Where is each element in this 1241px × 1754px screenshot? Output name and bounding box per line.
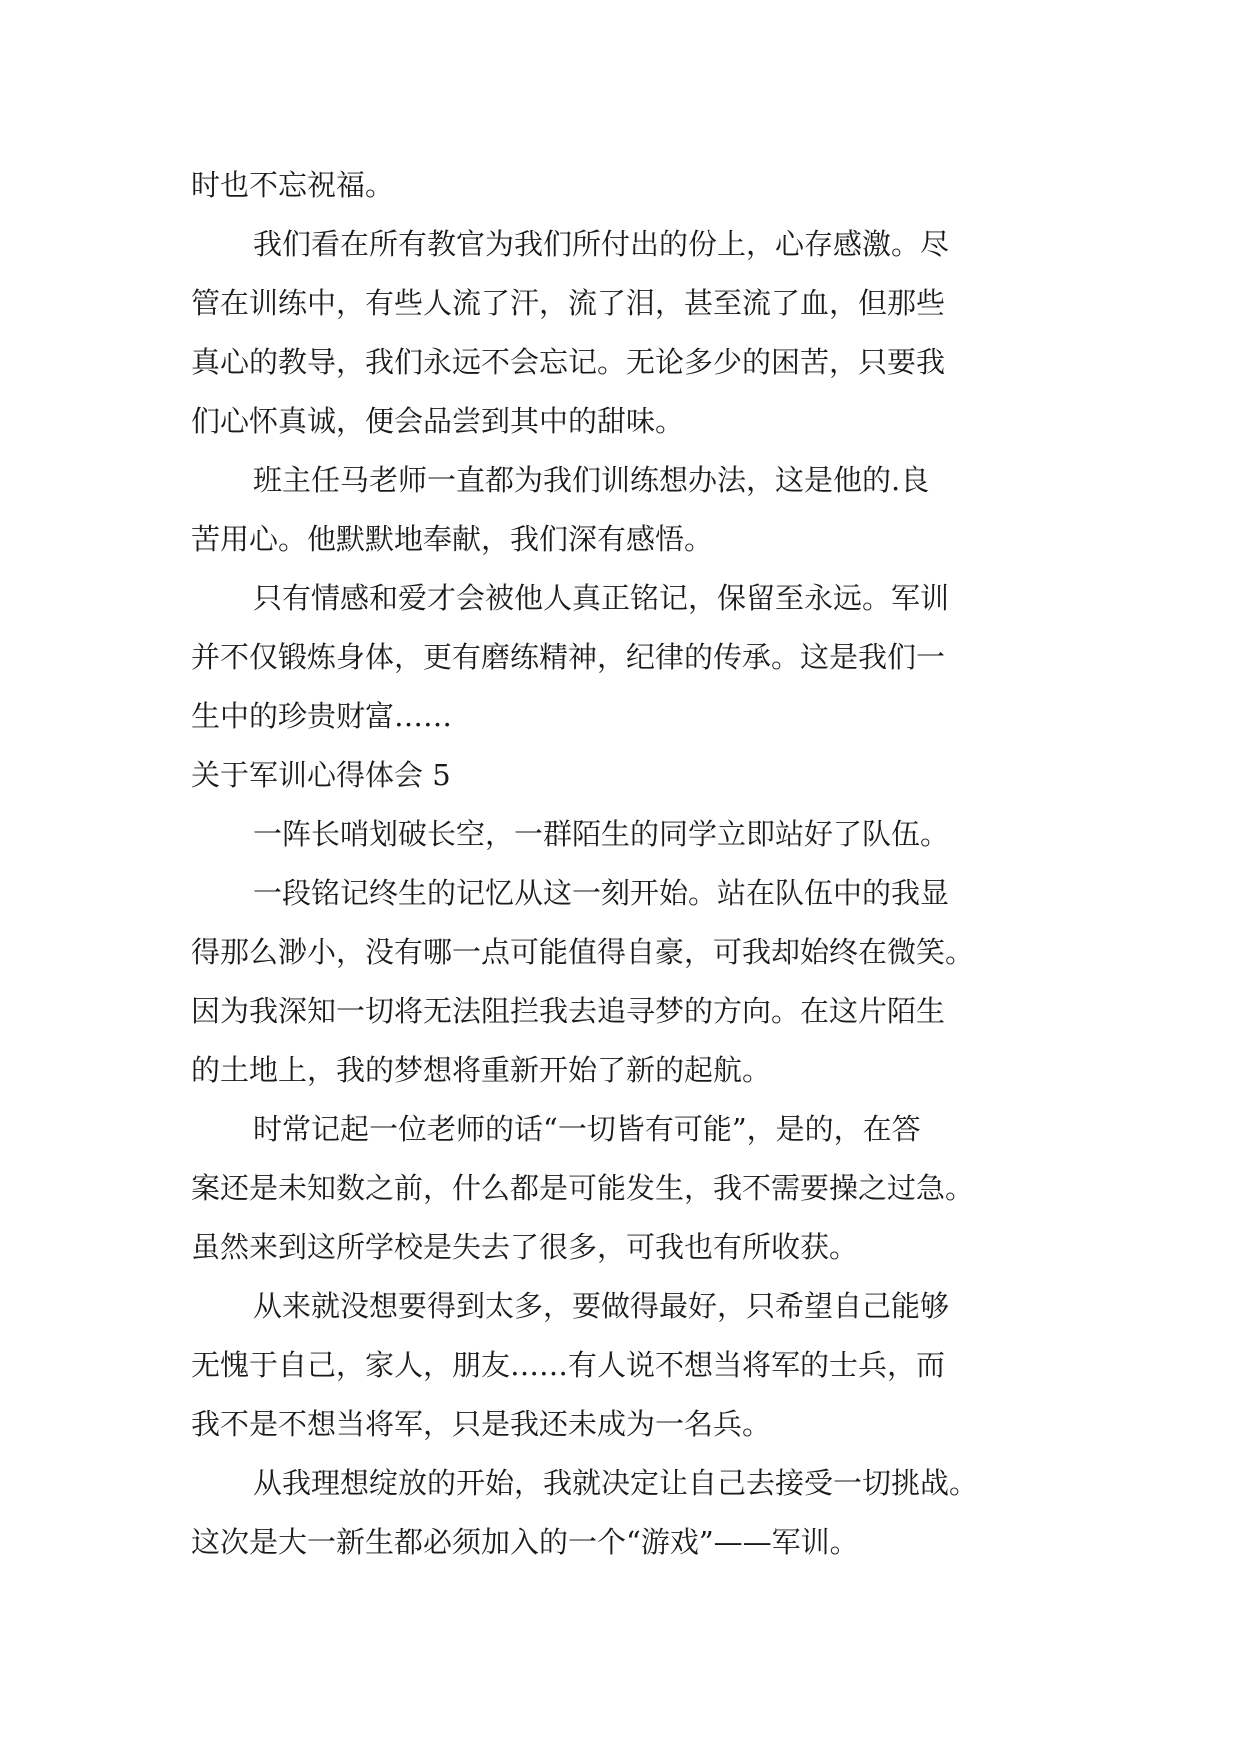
text-line: 得那么渺小，没有哪一点可能值得自豪，可我却始终在微笑。 — [191, 935, 975, 969]
text-line: 的土地上，我的梦想将重新开始了新的起航。 — [191, 1053, 772, 1087]
paragraph-start-line: 从来就没想要得到太多，要做得最好，只希望自己能够 — [253, 1289, 950, 1323]
text-line: 时也不忘祝福。 — [191, 168, 395, 202]
paragraph-start-line: 我们看在所有教官为我们所付出的份上，心存感激。尽 — [253, 227, 950, 261]
text-line: 案还是未知数之前，什么都是可能发生，我不需要操之过急。 — [191, 1171, 975, 1205]
paragraph-start-line: 一段铭记终生的记忆从这一刻开始。站在队伍中的我显 — [253, 876, 950, 910]
paragraph-start-line: 只有情感和爱才会被他人真正铭记，保留至永远。军训 — [253, 581, 950, 615]
text-line: 这次是大一新生都必须加入的一个“游戏”——军训。 — [191, 1525, 859, 1559]
paragraph-start-line: 一阵长哨划破长空，一群陌生的同学立即站好了队伍。 — [253, 817, 950, 851]
text-line: 无愧于自己，家人，朋友……有人说不想当将军的士兵，而 — [191, 1348, 946, 1382]
document-body — [191, 156, 1061, 1572]
text-line: 我不是不想当将军，只是我还未成为一名兵。 — [191, 1407, 772, 1441]
text-line: 管在训练中，有些人流了汗，流了泪，甚至流了血，但那些 — [191, 286, 946, 320]
text-line: 因为我深知一切将无法阻拦我去追寻梦的方向。在这片陌生 — [191, 994, 946, 1028]
text-line: 苦用心。他默默地奉献，我们深有感悟。 — [191, 522, 714, 556]
text-line: 虽然来到这所学校是失去了很多，可我也有所收获。 — [191, 1230, 859, 1264]
section-heading: 关于军训心得体会 5 — [191, 758, 451, 792]
text-line: 真心的教导，我们永远不会忘记。无论多少的困苦，只要我 — [191, 345, 946, 379]
paragraph-start-line: 从我理想绽放的开始，我就决定让自己去接受一切挑战。 — [253, 1466, 979, 1500]
text-line: 生中的珍贵财富…… — [191, 699, 453, 733]
text-line: 并不仅锻炼身体，更有磨练精神，纪律的传承。这是我们一 — [191, 640, 946, 674]
paragraph-start-line: 时常记起一位老师的话“一切皆有可能”，是的，在答 — [253, 1112, 921, 1146]
paragraph-start-line: 班主任马老师一直都为我们训练想办法，这是他的.良 — [253, 463, 930, 497]
text-line: 们心怀真诚，便会品尝到其中的甜味。 — [191, 404, 685, 438]
